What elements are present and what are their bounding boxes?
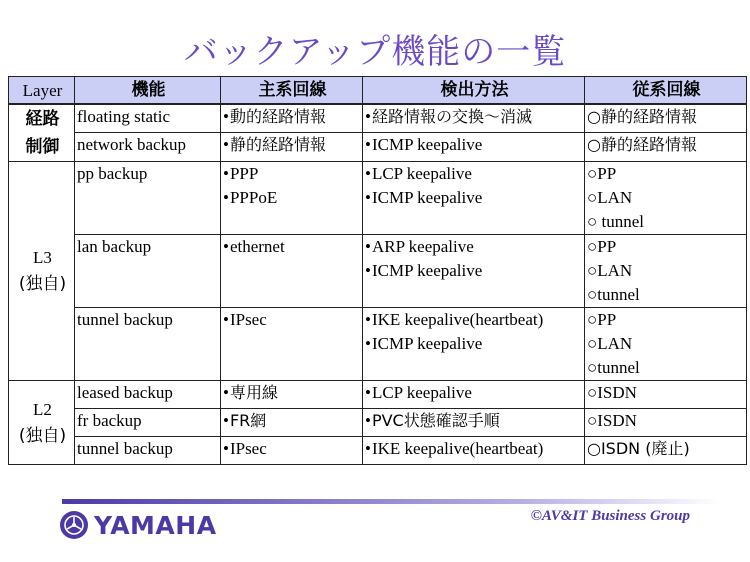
layer-cell bbox=[9, 162, 75, 381]
primary-line-cell bbox=[221, 409, 363, 437]
detection-text: LCP keepalive bbox=[371, 383, 472, 402]
primary-line bbox=[223, 133, 362, 157]
detection-method-cell bbox=[363, 162, 585, 235]
primary-text: IPsec bbox=[229, 439, 267, 458]
secondary-text: ○ISDN (廃止) bbox=[587, 439, 690, 458]
secondary-line bbox=[587, 105, 746, 129]
primary-line-cell bbox=[221, 104, 363, 133]
secondary-line bbox=[587, 259, 746, 283]
primary-line bbox=[223, 437, 362, 461]
secondary-line bbox=[587, 133, 746, 157]
secondary-line-cell bbox=[585, 235, 747, 308]
detection-text: 経路情報の交換～消滅 bbox=[371, 107, 532, 126]
detection-text: ICMP keepalive bbox=[371, 261, 483, 280]
detection-text: IKE keepalive(heartbeat) bbox=[371, 310, 544, 329]
secondary-line bbox=[587, 162, 746, 186]
primary-line-cell bbox=[221, 437, 363, 465]
table-row bbox=[9, 162, 747, 235]
bullet-icon: • bbox=[365, 188, 371, 207]
detection-line bbox=[365, 235, 584, 259]
secondary-text: ○ISDN bbox=[587, 411, 637, 430]
secondary-line-cell bbox=[585, 308, 747, 381]
bullet-icon: • bbox=[223, 107, 229, 126]
detection-text: LCP keepalive bbox=[371, 164, 472, 183]
bullet-icon: • bbox=[365, 411, 371, 430]
secondary-line bbox=[587, 437, 746, 461]
primary-line bbox=[223, 308, 362, 332]
secondary-text: ○tunnel bbox=[587, 358, 640, 377]
primary-text: FR網 bbox=[229, 411, 267, 430]
layer-label: L3 bbox=[33, 248, 52, 267]
detection-method-cell bbox=[363, 133, 585, 162]
header-primary-line: 主系回線 bbox=[221, 77, 363, 105]
bullet-icon: • bbox=[223, 310, 229, 329]
detection-line bbox=[365, 105, 584, 129]
function-name: fr backup bbox=[77, 411, 142, 430]
primary-text: IPsec bbox=[229, 310, 267, 329]
bullet-icon: • bbox=[223, 164, 229, 183]
function-cell bbox=[75, 162, 221, 235]
detection-line bbox=[365, 308, 584, 332]
function-name: tunnel backup bbox=[77, 310, 173, 329]
primary-line bbox=[223, 105, 362, 129]
detection-line bbox=[365, 186, 584, 210]
detection-line bbox=[365, 409, 584, 433]
table-row bbox=[9, 104, 747, 133]
primary-line-cell bbox=[221, 235, 363, 308]
function-cell bbox=[75, 437, 221, 465]
bullet-icon: • bbox=[365, 334, 371, 353]
primary-line bbox=[223, 409, 362, 433]
primary-line bbox=[223, 186, 362, 210]
detection-method-cell bbox=[363, 409, 585, 437]
layer-cell bbox=[9, 104, 75, 162]
primary-line-cell bbox=[221, 162, 363, 235]
bullet-icon: • bbox=[365, 261, 371, 280]
secondary-line-cell bbox=[585, 437, 747, 465]
detection-method-cell bbox=[363, 381, 585, 409]
bullet-icon: • bbox=[365, 439, 371, 458]
bullet-icon: • bbox=[365, 383, 371, 402]
header-function: 機能 bbox=[75, 77, 221, 105]
secondary-line bbox=[587, 283, 746, 307]
table-row bbox=[9, 133, 747, 162]
bullet-icon: • bbox=[223, 439, 229, 458]
primary-line bbox=[223, 381, 362, 405]
detection-text: ICMP keepalive bbox=[371, 334, 483, 353]
secondary-text: ○PP bbox=[587, 237, 617, 256]
layer-cell bbox=[9, 381, 75, 465]
table-row bbox=[9, 409, 747, 437]
secondary-line bbox=[587, 186, 746, 210]
function-name: lan backup bbox=[77, 237, 152, 256]
secondary-text: ○静的経路情報 bbox=[587, 107, 697, 126]
detection-line bbox=[365, 381, 584, 405]
layer-label: (独自) bbox=[18, 274, 67, 294]
secondary-text: ○ tunnel bbox=[587, 212, 645, 231]
primary-line bbox=[223, 162, 362, 186]
bullet-icon: • bbox=[223, 237, 229, 256]
table-header-row bbox=[9, 77, 747, 105]
secondary-line-cell bbox=[585, 133, 747, 162]
bullet-icon: • bbox=[365, 107, 371, 126]
layer-label: 制御 bbox=[25, 137, 60, 157]
detection-text: ARP keepalive bbox=[371, 237, 474, 256]
header-layer: Layer bbox=[9, 77, 75, 105]
layer-label: (独自) bbox=[18, 425, 67, 446]
detection-method-cell bbox=[363, 308, 585, 381]
secondary-text: ○LAN bbox=[587, 334, 633, 353]
secondary-line-cell bbox=[585, 409, 747, 437]
yamaha-logo bbox=[60, 510, 217, 540]
secondary-line bbox=[587, 308, 746, 332]
function-cell bbox=[75, 381, 221, 409]
primary-text: 動的経路情報 bbox=[229, 107, 326, 126]
function-name: tunnel backup bbox=[77, 439, 173, 458]
table-row bbox=[9, 235, 747, 308]
table-row bbox=[9, 437, 747, 465]
function-name: leased backup bbox=[77, 383, 173, 402]
bullet-icon: • bbox=[223, 383, 229, 402]
detection-text: ICMP keepalive bbox=[371, 135, 483, 155]
secondary-text: ○静的経路情報 bbox=[587, 135, 697, 155]
detection-line bbox=[365, 259, 584, 283]
secondary-line bbox=[587, 356, 746, 380]
detection-text: PVC状態確認手順 bbox=[371, 411, 500, 430]
table-row bbox=[9, 381, 747, 409]
secondary-text: ○tunnel bbox=[587, 285, 640, 304]
secondary-line-cell bbox=[585, 104, 747, 133]
secondary-text: ○LAN bbox=[587, 188, 633, 207]
secondary-line bbox=[587, 210, 746, 234]
logo-wordmark: YAMAHA bbox=[94, 510, 217, 540]
function-name: floating static bbox=[77, 107, 171, 126]
primary-text: PPPoE bbox=[229, 188, 278, 207]
function-cell bbox=[75, 409, 221, 437]
detection-text: IKE keepalive(heartbeat) bbox=[371, 439, 544, 458]
header-detection-method: 検出方法 bbox=[363, 77, 585, 105]
bullet-icon: • bbox=[223, 135, 229, 155]
header-secondary-line: 従系回線 bbox=[585, 77, 747, 105]
bullet-icon: • bbox=[365, 135, 371, 155]
secondary-line bbox=[587, 332, 746, 356]
primary-text: PPP bbox=[229, 164, 259, 183]
detection-line bbox=[365, 437, 584, 461]
detection-method-cell bbox=[363, 235, 585, 308]
detection-method-cell bbox=[363, 437, 585, 465]
copyright-text: ©AV&IT Business Group bbox=[530, 508, 690, 524]
function-cell bbox=[75, 133, 221, 162]
footer-divider bbox=[62, 499, 722, 504]
secondary-text: ○LAN bbox=[587, 261, 633, 280]
primary-text: 静的経路情報 bbox=[229, 135, 326, 155]
table-row bbox=[9, 308, 747, 381]
bullet-icon: • bbox=[365, 164, 371, 183]
tuning-fork-emblem-icon bbox=[60, 511, 88, 539]
secondary-line-cell bbox=[585, 162, 747, 235]
function-cell bbox=[75, 235, 221, 308]
bullet-icon: • bbox=[365, 310, 371, 329]
primary-line bbox=[223, 235, 362, 259]
secondary-line bbox=[587, 235, 746, 259]
bullet-icon: • bbox=[365, 237, 371, 256]
primary-line-cell bbox=[221, 308, 363, 381]
secondary-line bbox=[587, 409, 746, 433]
backup-function-table bbox=[8, 76, 747, 465]
function-name: pp backup bbox=[77, 164, 148, 183]
primary-line-cell bbox=[221, 133, 363, 162]
slide-title: バックアップ機能の一覧 bbox=[183, 32, 567, 72]
primary-text: ethernet bbox=[229, 237, 285, 256]
function-cell bbox=[75, 104, 221, 133]
secondary-text: ○ISDN bbox=[587, 383, 637, 402]
primary-text: 専用線 bbox=[229, 383, 278, 402]
layer-label: 経路 bbox=[25, 109, 60, 129]
detection-line bbox=[365, 133, 584, 157]
table-body bbox=[9, 104, 747, 465]
secondary-line bbox=[587, 381, 746, 405]
layer-label: L2 bbox=[33, 399, 52, 419]
function-name: network backup bbox=[77, 135, 187, 155]
primary-line-cell bbox=[221, 381, 363, 409]
detection-method-cell bbox=[363, 104, 585, 133]
detection-text: ICMP keepalive bbox=[371, 188, 483, 207]
detection-line bbox=[365, 162, 584, 186]
detection-line bbox=[365, 332, 584, 356]
secondary-text: ○PP bbox=[587, 310, 617, 329]
function-cell bbox=[75, 308, 221, 381]
bullet-icon: • bbox=[223, 188, 229, 207]
secondary-line-cell bbox=[585, 381, 747, 409]
bullet-icon: • bbox=[223, 411, 229, 430]
secondary-text: ○PP bbox=[587, 164, 617, 183]
